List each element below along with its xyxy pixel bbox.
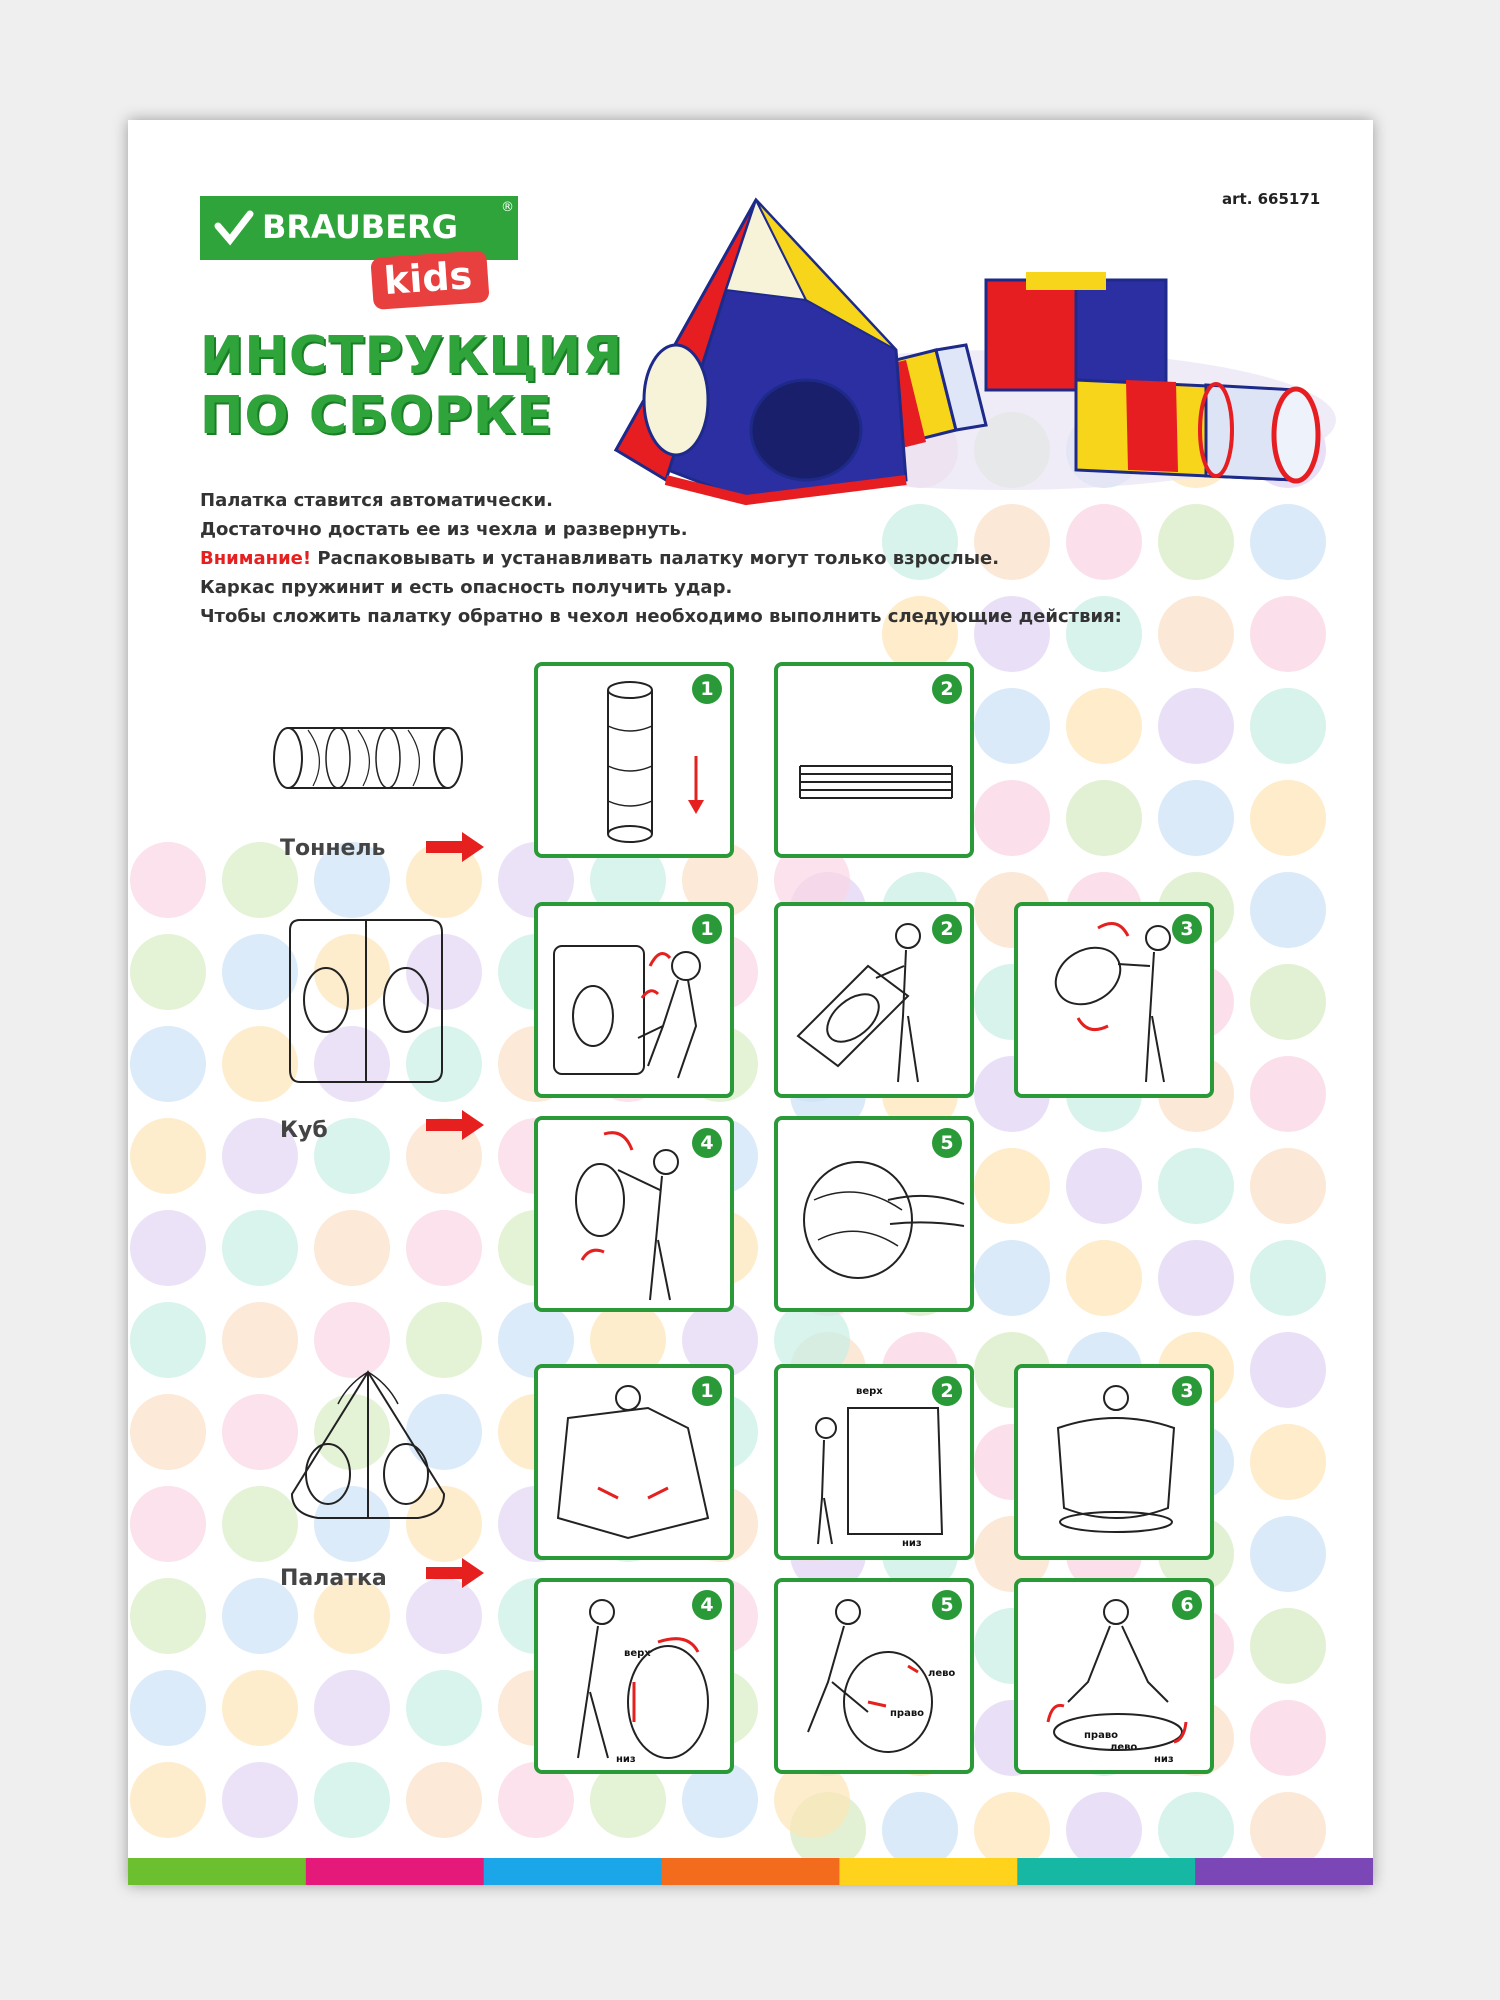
kids-badge (370, 250, 489, 310)
intro-text (200, 488, 1122, 633)
background-dot (974, 1148, 1050, 1224)
intro-line-5: Чтобы сложить палатку обратно в чехол необходимо выполнить следующие действия: (200, 606, 1122, 627)
background-dot (1250, 504, 1326, 580)
tunnel-label: Тоннель (280, 836, 386, 861)
background-dot (222, 1762, 298, 1838)
background-dot (974, 688, 1050, 764)
annotation-top: верх (856, 1386, 883, 1397)
tunnel-step-1 (534, 662, 734, 858)
background-dot (406, 1670, 482, 1746)
tent-step-1 (534, 1364, 734, 1560)
cube-step-4-drawing (538, 1120, 734, 1312)
tent-step-4 (534, 1578, 734, 1774)
stripe-segment (306, 1858, 485, 1885)
check-icon (214, 208, 254, 248)
arrow-right-icon (426, 832, 486, 862)
article-number: art. 665171 (1222, 190, 1321, 208)
background-dot (1250, 1056, 1326, 1132)
background-dot (1250, 872, 1326, 948)
stripe-segment (662, 1858, 841, 1885)
tent-illustration (278, 1364, 458, 1544)
tent-step-6 (1014, 1578, 1214, 1774)
background-dot (130, 1578, 206, 1654)
background-dot (1158, 1792, 1234, 1868)
intro-line-1: Палатка ставится автоматически. (200, 490, 553, 511)
tent-step-4-drawing (538, 1582, 734, 1774)
background-dot (1250, 1148, 1326, 1224)
tent-label: Палатка (280, 1566, 387, 1591)
cube-step-3 (1014, 902, 1214, 1098)
cube-step-1 (534, 902, 734, 1098)
cube-illustration (270, 910, 460, 1100)
tent-step-5-drawing (778, 1582, 974, 1774)
cube-step-5 (774, 1116, 974, 1312)
background-dot (974, 1792, 1050, 1868)
background-dot (1250, 1332, 1326, 1408)
brand-name: BRAUBERG (262, 208, 458, 246)
background-dot (222, 1210, 298, 1286)
stripe-segment (1195, 1858, 1373, 1885)
background-dot (974, 1240, 1050, 1316)
stripe-segment (839, 1858, 1018, 1885)
background-dot (406, 1578, 482, 1654)
annotation-right: право (1084, 1730, 1119, 1741)
registered-mark: ® (501, 200, 514, 215)
tunnel-illustration (268, 718, 478, 828)
background-dot (130, 1394, 206, 1470)
title-line-2: ПО СБОРКЕ (200, 386, 553, 446)
tent-step-6-drawing (1018, 1582, 1214, 1774)
step-number: 3 (1172, 1376, 1202, 1406)
background-dot (1066, 1148, 1142, 1224)
background-dot (1158, 596, 1234, 672)
background-dot (130, 1118, 206, 1194)
tent-step-3-drawing (1018, 1368, 1214, 1560)
background-dot (1250, 1792, 1326, 1868)
background-dot (1066, 1240, 1142, 1316)
background-dot (406, 1762, 482, 1838)
arrow-right-icon (426, 1558, 486, 1588)
background-dot (1158, 1148, 1234, 1224)
background-dot (1250, 596, 1326, 672)
background-dot (1250, 1516, 1326, 1592)
tent-step-5 (774, 1578, 974, 1774)
warning-label: Внимание! (200, 548, 312, 569)
annotation-top: верх (624, 1648, 651, 1659)
step-number: 4 (692, 1128, 722, 1158)
background-dot (130, 842, 206, 918)
annotation-bottom: низ (902, 1538, 922, 1549)
background-dot (406, 1210, 482, 1286)
background-dot (130, 1762, 206, 1838)
cube-step-2 (774, 902, 974, 1098)
background-dot (1250, 688, 1326, 764)
background-dot (1066, 1792, 1142, 1868)
stripe-segment (1017, 1858, 1196, 1885)
annotation-left: лево (1110, 1742, 1138, 1753)
step-number: 2 (932, 914, 962, 944)
step-number: 1 (692, 674, 722, 704)
background-dot (1250, 1424, 1326, 1500)
annotation-left: лево (928, 1668, 956, 1679)
background-dot (130, 1670, 206, 1746)
background-dot (130, 1302, 206, 1378)
tent-step-1-drawing (538, 1368, 734, 1560)
step-number: 5 (932, 1128, 962, 1158)
background-dot (1250, 1240, 1326, 1316)
background-dot (1066, 688, 1142, 764)
background-dot (1250, 1608, 1326, 1684)
annotation-bottom: низ (616, 1754, 636, 1765)
background-dot (314, 1210, 390, 1286)
warning-text: Распаковывать и устанавливать палатку могут только взрослые. (311, 548, 1000, 569)
background-dot (974, 780, 1050, 856)
intro-line-2: Достаточно достать ее из чехла и развернуть. (200, 519, 688, 540)
background-dot (1250, 1700, 1326, 1776)
tunnel-step-2 (774, 662, 974, 858)
annotation-right: право (890, 1708, 925, 1719)
cube-step-4 (534, 1116, 734, 1312)
background-dot (1158, 1240, 1234, 1316)
step-number: 1 (692, 1376, 722, 1406)
cube-step-5-drawing (778, 1120, 974, 1312)
step-number: 4 (692, 1590, 722, 1620)
step-number: 2 (932, 1376, 962, 1406)
stripe-segment (128, 1858, 307, 1885)
title-line-1: ИНСТРУКЦИЯ (200, 326, 624, 386)
product-illustration (606, 180, 1366, 510)
stripe-segment (484, 1858, 663, 1885)
annotation-bottom: низ (1154, 1754, 1174, 1765)
cube-label: Куб (280, 1118, 328, 1143)
kids-label: kids (382, 253, 474, 304)
arrow-right-icon (426, 1110, 486, 1140)
step-number: 6 (1172, 1590, 1202, 1620)
tunnel-step-1-drawing (538, 666, 734, 858)
background-dot (130, 934, 206, 1010)
background-dot (314, 1670, 390, 1746)
background-dot (882, 1792, 958, 1868)
background-dot (130, 1026, 206, 1102)
background-dot (1250, 780, 1326, 856)
background-dot (1158, 688, 1234, 764)
background-dot (1158, 504, 1234, 580)
background-dot (130, 1210, 206, 1286)
background-dot (314, 1762, 390, 1838)
background-dot (1250, 964, 1326, 1040)
cube-step-3-drawing (1018, 906, 1214, 1098)
step-number: 1 (692, 914, 722, 944)
cube-step-2-drawing (778, 906, 974, 1098)
step-number: 5 (932, 1590, 962, 1620)
intro-line-4: Каркас пружинит и есть опасность получить удар. (200, 577, 733, 598)
color-stripe (128, 1858, 1373, 1885)
background-dot (1158, 780, 1234, 856)
tent-step-2-drawing (778, 1368, 974, 1560)
step-number: 3 (1172, 914, 1202, 944)
background-dot (1066, 780, 1142, 856)
cube-step-1-drawing (538, 906, 734, 1098)
background-dot (130, 1486, 206, 1562)
tunnel-step-2-drawing (778, 666, 974, 858)
tent-step-2 (774, 1364, 974, 1560)
warning-line (200, 546, 1122, 571)
instruction-sheet (128, 120, 1373, 1885)
background-dot (222, 1670, 298, 1746)
page-title (200, 326, 623, 446)
step-number: 2 (932, 674, 962, 704)
tent-step-3 (1014, 1364, 1214, 1560)
